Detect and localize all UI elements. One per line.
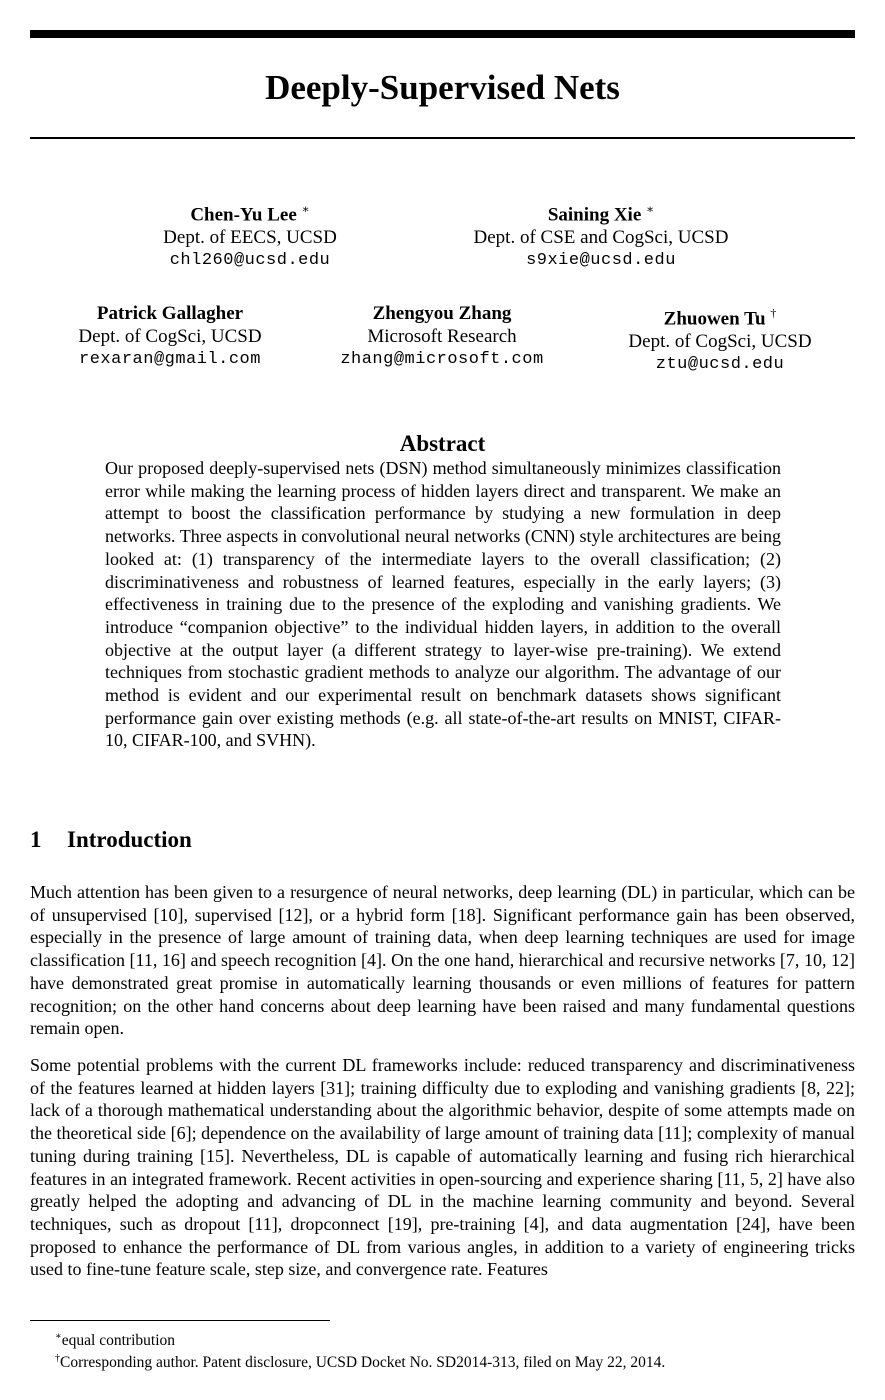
author-block: [50, 302, 290, 371]
author-name: Zhengyou Zhang: [372, 303, 512, 324]
author-block: [612, 302, 828, 376]
author-affiliation: Dept. of EECS, UCSD: [163, 227, 337, 249]
footnote: ∗equal contribution: [55, 1331, 176, 1350]
body-paragraph: Some potential problems with the current DL frameworks include: reduced transparency and discriminativeness of the features learned at hidden layers [31]; training difficulty due to exploding and vanishing gradients [8, 22]; lack of a thorough mathematical understanding about the algorithmic behavior, despite of some attempts made on the theoretical side [6]; dependence on the availability of large amount of training data [11]; complexity of manual tuning during training [15]. Nevertheless, DL is capable of automatically learning and fusing rich hierarchical features in an integrated framework. Recent activities in open-sourcing and experience sharing [11, 5, 2] have also greatly helped the adopting and advancing of DL in the machine learning community and beyond. Several techniques, such as dropout [11], dropconnect [19], pre-training [4], and data augmentation [24], have been proposed to enhance the performance of DL from various angles, in addition to a variety of engineering tricks used to fine-tune feature scale, step size, and convergence rate. Features: [30, 1055, 855, 1280]
section-number: 1: [30, 827, 42, 852]
author-block: [316, 302, 568, 371]
author-block: [120, 198, 380, 272]
footnote: †Corresponding author. Patent disclosure, UCSD Docket No. SD2014-313, filed on May 22, 2014.: [55, 1353, 666, 1372]
title-rule: [30, 137, 855, 139]
section-title: Introduction: [67, 827, 192, 852]
author-email[interactable]: chl260@ucsd.edu: [169, 251, 331, 271]
author-email[interactable]: zhang@microsoft.com: [340, 350, 544, 369]
author-email[interactable]: s9xie@ucsd.edu: [526, 251, 676, 271]
author-name: Patrick Gallagher: [96, 303, 244, 324]
author-name: Zhuowen Tu †: [663, 306, 777, 330]
body-paragraph: Much attention has been given to a resurgence of neural networks, deep learning (DL) in particular, which can be of unsupervised [10], supervised [12], or a hybrid form [18]. Significant performance gain has been observed, especially in the presence of large amount of training data, when deep learning techniques are used for image classification [11, 16] and speech recognition [4]. On the one hand, hierarchical and recursive networks [7, 10, 12] have demonstrated great promise in automatically learning thousands or even millions of features for pattern recognition; on the other hand concerns about deep learning have been raised and many fundamental questions remain open.: [30, 882, 855, 1039]
author-name: Chen-Yu Lee ∗: [190, 202, 310, 226]
author-email[interactable]: rexaran@gmail.com: [79, 350, 261, 369]
author-affiliation: Dept. of CogSci, UCSD: [628, 331, 812, 353]
author-affiliation: Dept. of CSE and CogSci, UCSD: [473, 227, 729, 249]
paper-title: Deeply-Supervised Nets: [265, 68, 620, 107]
author-block: [440, 198, 762, 272]
top-rule: [30, 30, 855, 38]
section-heading: [30, 826, 192, 854]
author-email[interactable]: ztu@ucsd.edu: [655, 355, 785, 375]
abstract-text: Our proposed deeply-supervised nets (DSN) method simultaneously minimizes classification error while making the learning process of hidden layers direct and transparent. We make an attempt to boost the classification performance by studying a new formulation in deep networks. Three aspects in convolutional neural networks (CNN) style architectures are being looked at: (1) transparency of the intermediate layers to the overall classification; (2) discriminativeness and robustness of learned features, especially in the early layers; (3) effectiveness in training due to the presence of the exploding and vanishing gradients. We introduce “companion objective” to the individual hidden layers, in addition to the overall objective at the output layer (a different strategy to layer-wise pre-training). We extend techniques from stochastic gradient methods to analyze our algorithm. The advantage of our method is evident and our experimental result on benchmark datasets shows significant performance gain over existing methods (e.g. all state-of-the-art results on MNIST, CIFAR-10, CIFAR-100, and SVHN).: [105, 458, 781, 751]
author-affiliation: Microsoft Research: [367, 326, 517, 347]
author-name: Saining Xie ∗: [547, 202, 655, 226]
footnote-rule: [30, 1320, 330, 1321]
author-affiliation: Dept. of CogSci, UCSD: [78, 326, 262, 347]
abstract-heading: Abstract: [399, 431, 486, 456]
